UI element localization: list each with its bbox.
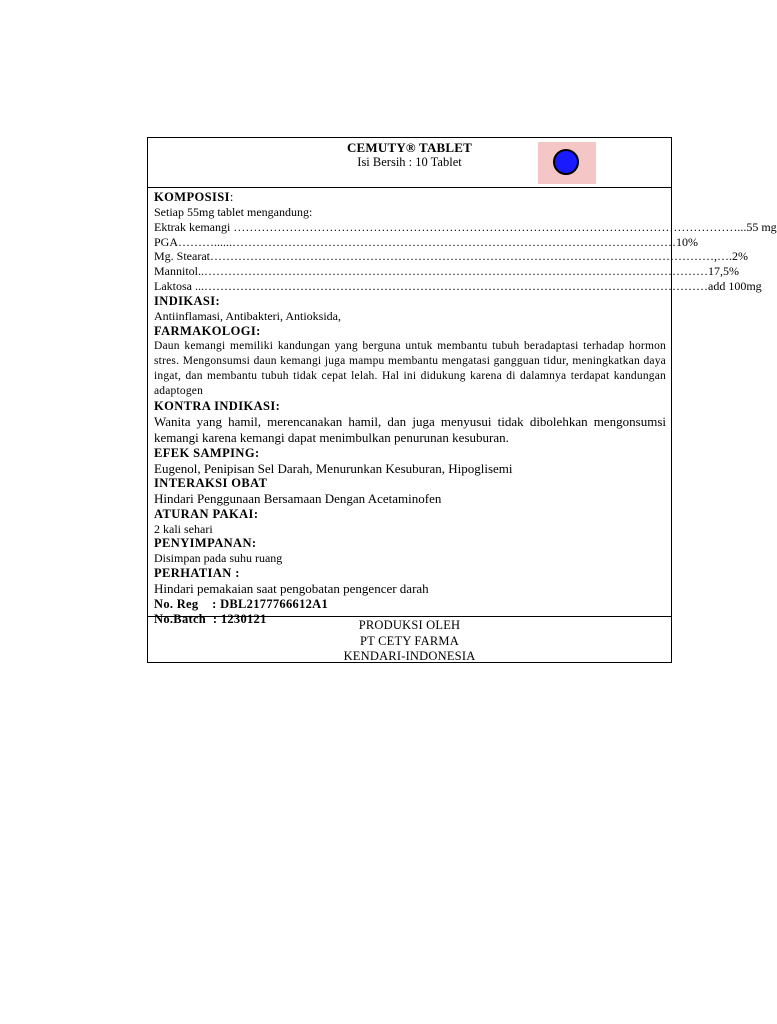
composition-row: PGA………......………………………………………………………………………………………………… 10%: [154, 234, 699, 249]
footer-line: KENDARI-INDONESIA: [343, 649, 476, 663]
pharmacology-text: Daun kemangi memiliki kandungan yang berguna untuk membantu tubuh beradaptasi terhadap hormon stres. Mengonsumsi daun kemangi juga mampu membantu mengatasi gangguan tidur, meningkatkan daya ingat, dan membantu tubuh tidak cepat lelah. Hal ini didukung karena di dalamnya terdapat kandungan adaptogen: [154, 339, 666, 397]
composition-heading: KOMPOSISI:: [154, 190, 234, 204]
tablet-image: [538, 142, 596, 184]
composition-row: Ektrak kemangi ……………………………………………………………………………………………………………… ...55 mg: [154, 219, 777, 234]
interactions-heading: INTERAKSI OBAT: [154, 476, 268, 491]
drug-label: [147, 137, 777, 663]
composition-row: Mg. Stearat…………………………………………………………………………………………………………… …,….2%: [154, 249, 748, 264]
label-header: [148, 138, 671, 188]
manufacturer-footer: [148, 616, 671, 663]
side-effects-heading: EFEK SAMPING:: [154, 445, 260, 460]
product-name: CEMUTY® TABLET: [346, 140, 473, 155]
warning-text: Hindari pemakaian saat pengobatan pengencer darah: [154, 581, 429, 597]
storage-heading: PENYIMPANAN:: [154, 536, 257, 551]
interactions-text: Hindari Penggunaan Bersamaan Dengan Acetaminofen: [154, 491, 442, 507]
footer-line: PT CETY FARMA: [360, 633, 459, 648]
side-effects-text: Eugenol, Penipisan Sel Darah, Menurunkan Kesuburan, Hipoglisemi: [154, 460, 513, 476]
registration-number: No. Reg : DBL2177766612A1: [154, 596, 329, 611]
composition-row: Mannitol..……………………………………………………………………………………………………………… 17,5%: [154, 264, 739, 279]
pharmacology-heading: FARMAKOLOGI:: [154, 323, 261, 338]
storage-text: Disimpan pada suhu ruang: [154, 551, 283, 566]
composition-row: Laktosa ...……………………………………………………………………………………………………………… add 100mg: [154, 278, 762, 293]
composition-intro: Setiap 55mg tablet mengandung:: [154, 205, 313, 219]
net-content: Isi Bersih : 10 Tablet: [357, 155, 462, 169]
dosage-text: 2 kali sehari: [154, 521, 213, 536]
indications-heading: INDIKASI:: [154, 293, 221, 308]
contraindications-heading: KONTRA INDIKASI:: [154, 398, 281, 413]
dosage-heading: ATURAN PAKAI:: [154, 506, 259, 521]
label-body: [154, 190, 777, 627]
indications-text: Antiinflamasi, Antibakteri, Antioksida,: [154, 308, 341, 323]
contraindications-text: Wanita yang hamil, merencanakan hamil, dan juga menyusui tidak dibolehkan mengonsumsi kemangi karena kemangi dapat menimbulkan penurunan kesuburan.: [154, 413, 666, 445]
warning-heading: PERHATIAN :: [154, 566, 240, 581]
tablet-circle-icon: [553, 149, 579, 175]
footer-line: PRODUKSI OLEH: [358, 618, 461, 632]
batch-number: No.Batch : 1230121: [154, 611, 267, 626]
